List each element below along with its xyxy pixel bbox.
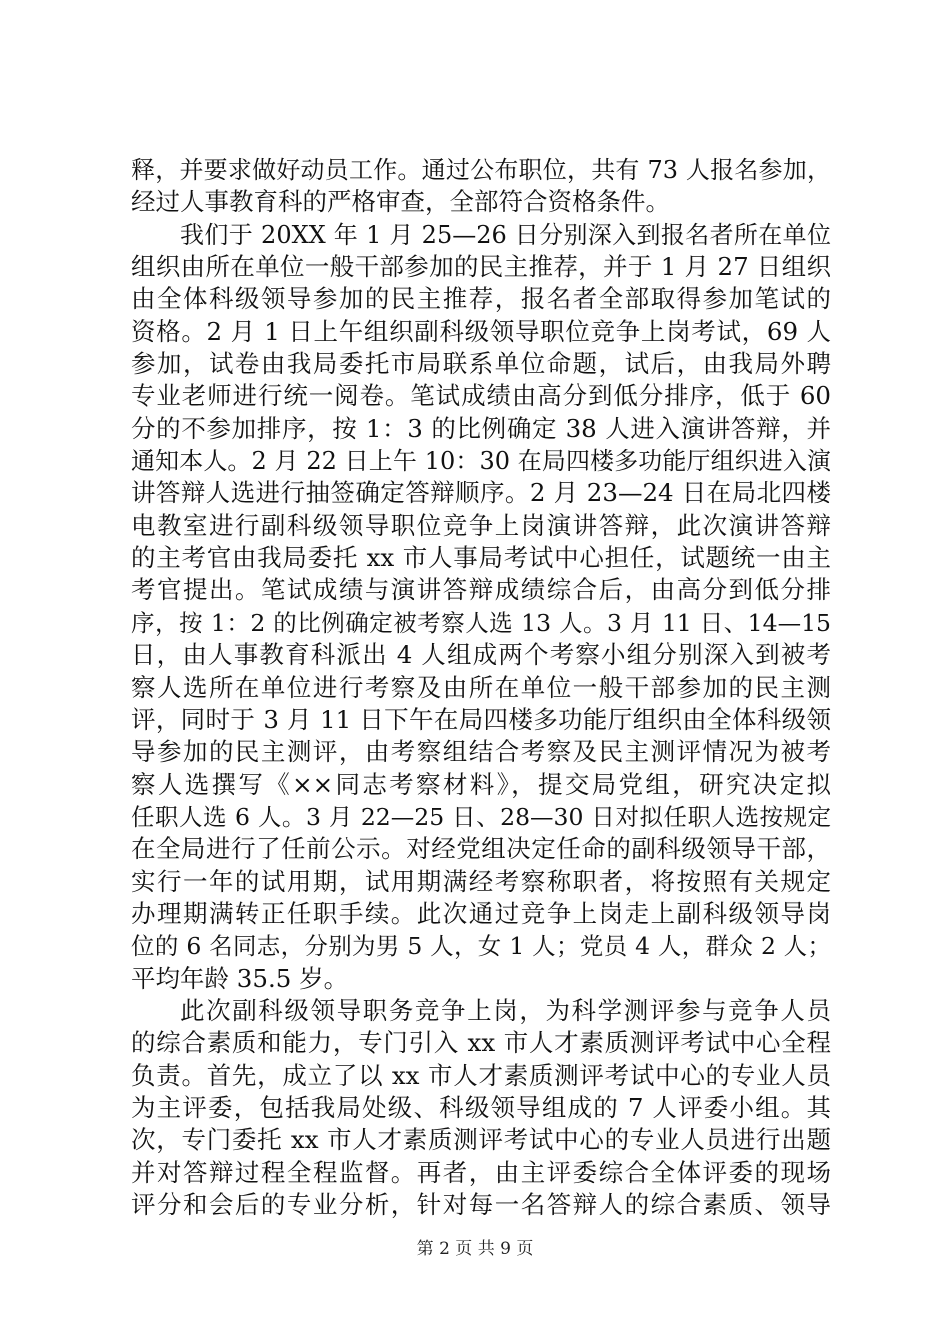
text-line: 日，由人事教育科派出 4 人组成两个考察小组分别深入到被考 (131, 640, 831, 670)
text-line: 由全体科级领导参加的民主推荐，报名者全部取得参加笔试的 (131, 284, 831, 314)
text-line: 讲答辩人选进行抽签确定答辩顺序。2 月 23—24 日在局北四楼 (131, 478, 831, 508)
text-line: 平均年龄 35.5 岁。 (131, 963, 349, 993)
text-line: 考官提出。笔试成绩与演讲答辩成绩综合后，由高分到低分排 (131, 575, 831, 605)
text-line: 次，专门委托 xx 市人才素质测评考试中心的专业人员进行出题 (131, 1125, 831, 1155)
text-line: 为主评委，包括我局处级、科级领导组成的 7 人评委小组。其 (131, 1092, 831, 1122)
text-line: 专业老师进行统一阅卷。笔试成绩由高分到低分排序，低于 60 (131, 381, 831, 411)
text-line: 察人选撰写《××同志考察材料》，提交局党组，研究决定拟 (131, 769, 831, 799)
text-line: 评分和会后的专业分析，针对每一名答辩人的综合素质、领导 (131, 1190, 831, 1219)
text-line: 位的 6 名同志，分别为男 5 人，女 1 人；党员 4 人，群众 2 人； (131, 932, 831, 961)
text-line: 组织由所在单位一般干部参加的民主推荐，并于 1 月 27 日组织 (131, 252, 831, 282)
text-line: 参加，试卷由我局委托市局联系单位命题，试后，由我局外聘 (131, 349, 831, 379)
text-line: 电教室进行副科级领导职位竞争上岗演讲答辩，此次演讲答辩 (131, 510, 831, 540)
text-line: 经过人事教育科的严格审查，全部符合资格条件。 (131, 187, 670, 217)
document-body (131, 154, 831, 1221)
text-line: 此次副科级领导职务竞争上岗，为科学测评参与竞争人员 (180, 995, 831, 1025)
text-line: 资格。2 月 1 日上午组织副科级领导职位竞争上岗考试，69 人 (131, 316, 831, 346)
text-line: 导参加的民主测评，由考察组结合考察及民主测评情况为被考 (131, 737, 831, 767)
text-line: 的综合素质和能力，专门引入 xx 市人才素质测评考试中心全程 (131, 1028, 831, 1058)
page-footer: 第 2 页 共 9 页 (416, 1239, 534, 1259)
text-line: 的主考官由我局委托 xx 市人事局考试中心担任，试题统一由主 (131, 543, 831, 573)
text-line: 通知本人。2 月 22 日上午 10：30 在局四楼多功能厅组织进入演 (131, 447, 831, 476)
text-line: 在全局进行了任前公示。对经党组决定任命的副科级领导干部， (131, 834, 831, 864)
text-line: 任职人选 6 人。3 月 22—25 日、28—30 日对拟任职人选按规定 (131, 802, 831, 831)
text-line: 察人选所在单位进行考察及由所在单位一般干部参加的民主测 (131, 672, 831, 702)
text-line: 分的不参加排序，按 1：3 的比例确定 38 人进入演讲答辩，并 (131, 413, 831, 443)
text-line: 实行一年的试用期，试用期满经考察称职者，将按照有关规定 (131, 866, 831, 896)
text-line: 我们于 20XX 年 1 月 25—26 日分别深入到报名者所在单位 (180, 220, 831, 249)
text-line: 办理期满转正任职手续。此次通过竞争上岗走上副科级领导岗 (131, 898, 831, 928)
text-line: 并对答辩过程全程监督。再者，由主评委综合全体评委的现场 (131, 1157, 831, 1187)
text-line: 评，同时于 3 月 11 日下午在局四楼多功能厅组织由全体科级领 (131, 704, 831, 734)
text-line: 释，并要求做好动员工作。通过公布职位，共有 73 人报名参加， (131, 156, 831, 184)
text-line: 负责。首先，成立了以 xx 市人才素质测评考试中心的专业人员 (131, 1060, 831, 1090)
text-line: 序，按 1：2 的比例确定被考察人选 13 人。3 月 11 日、14—15 (131, 608, 831, 637)
